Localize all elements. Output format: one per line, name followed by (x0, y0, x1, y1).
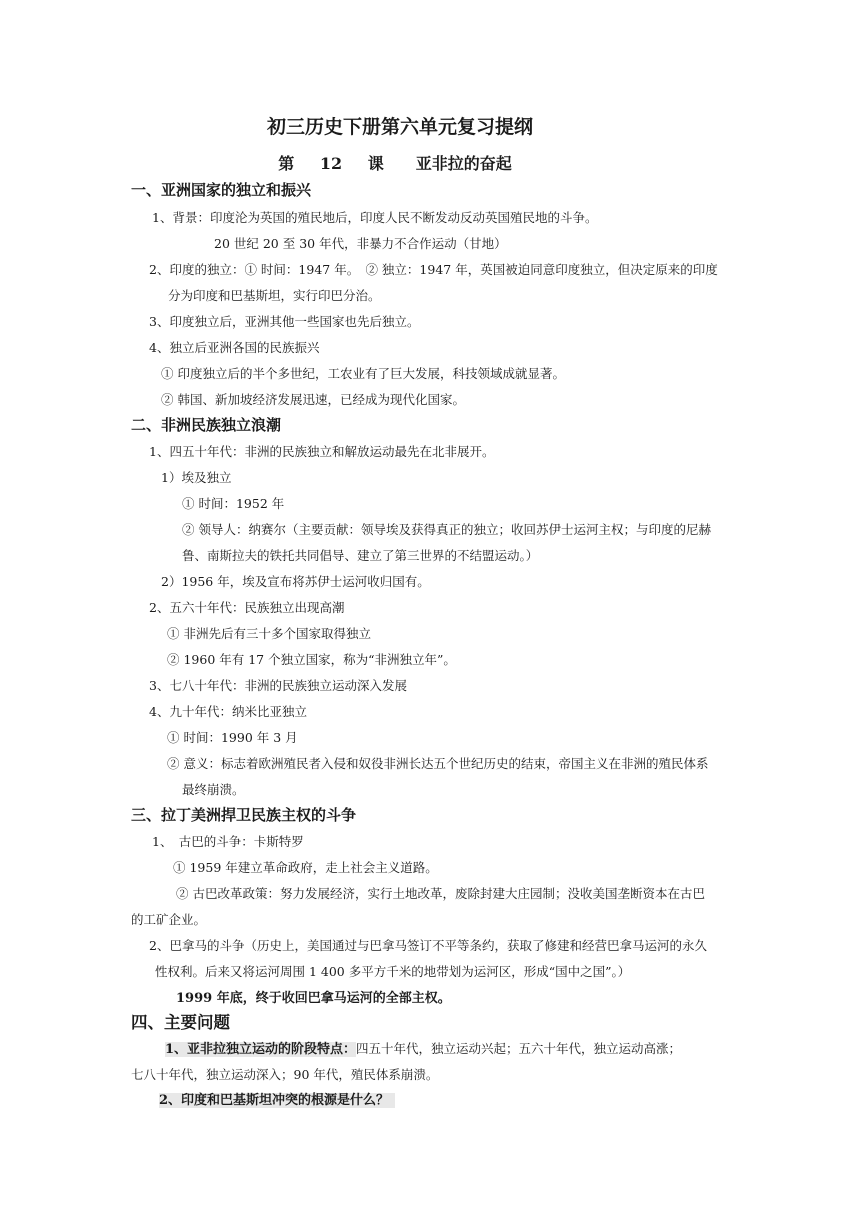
s2-point-4-2-cont: 最终崩溃。 (182, 782, 245, 797)
s2-point-1-2: 2）1956 年，埃及宣布将苏伊士运河收归国有。 (161, 574, 430, 589)
s1-india-independence-cont: 分为印度和巴基斯坦，实行印巴分治。 (168, 288, 381, 303)
s4-question-2-text: 2、印度和巴基斯坦冲突的根源是什么？ (159, 1093, 395, 1108)
s1-background: 1、背景：印度沦为英国的殖民地后，印度人民不断发动反动英国殖民地的斗争。 (152, 210, 598, 225)
section-4-heading: 四、主要问题 (131, 1013, 230, 1032)
s3-point-2-cont: 性权利。后来又将运河周围 1 400 多平方千米的地带划为运河区，形成“国中之国”。） (155, 964, 631, 979)
s1-point-4-1: ① 印度独立后的半个多世纪，工农业有了巨大发展，科技领域成就显著。 (161, 366, 565, 381)
s3-point-1-2: ② 古巴改革政策：努力发展经济，实行土地改革，废除封建大庄园制；没收美国垄断资本在古巴 (176, 886, 705, 901)
s2-point-4: 4、九十年代：纳米比亚独立 (149, 704, 307, 719)
s4-question-1 (165, 1043, 681, 1056)
s3-point-2-result: 1999 年底，终于收回巴拿马运河的全部主权。 (176, 991, 451, 1006)
section-2-heading: 二、非洲民族独立浪潮 (131, 416, 282, 434)
s4-question-1-cont: 七八十年代，独立运动深入；90 年代，殖民体系崩溃。 (131, 1067, 439, 1082)
s2-point-3: 3、七八十年代：非洲的民族独立运动深入发展 (149, 678, 407, 693)
s3-point-1-2-cont: 的工矿企业。 (131, 912, 207, 927)
s1-india-independence: 2、印度的独立：① 时间：1947 年。 ② 独立：1947 年，英国被迫同意印度独立，但决定原来的印度 (149, 262, 718, 277)
s2-point-2: 2、五六十年代：民族独立出现高潮 (149, 600, 345, 615)
s3-point-1-1: ① 1959 年建立革命政府，走上社会主义道路。 (173, 860, 438, 875)
lesson-title: 第 12 课 亚非拉的奋起 (278, 154, 512, 173)
s2-point-4-2: ② 意义：标志着欧洲殖民者入侵和奴役非洲长达五个世纪历史的结束，帝国主义在非洲的殖民体系 (167, 756, 709, 771)
s4-question-2 (159, 1094, 395, 1107)
s3-point-1: 1、 古巴的斗争：卡斯特罗 (152, 834, 304, 849)
s1-point-4: 4、独立后亚洲各国的民族振兴 (149, 340, 320, 355)
s1-background-cont: 20 世纪 20 至 30 年代，非暴力不合作运动（甘地） (214, 236, 507, 251)
s2-point-2-1: ① 非洲先后有三十多个国家取得独立 (167, 626, 371, 641)
s4-question-1-text: 四五十年代，独立运动兴起；五六十年代，独立运动高涨； (356, 1041, 682, 1056)
s4-question-1-label: 1、亚非拉独立运动的阶段特点： (165, 1042, 357, 1057)
s2-point-1-1b-cont: 鲁、南斯拉夫的铁托共同倡导、建立了第三世界的不结盟运动。） (182, 548, 539, 563)
s1-point-3: 3、印度独立后，亚洲其他一些国家也先后独立。 (149, 314, 420, 329)
s2-point-1-1: 1）埃及独立 (161, 470, 232, 485)
section-3-heading: 三、拉丁美洲捍卫民族主权的斗争 (131, 806, 357, 824)
s3-point-2: 2、巴拿马的斗争（历史上，美国通过与巴拿马签订不平等条约，获取了修建和经营巴拿马运河的永久 (149, 938, 707, 953)
s2-point-4-1: ① 时间：1990 年 3 月 (167, 730, 298, 745)
section-1-heading: 一、亚洲国家的独立和振兴 (131, 181, 312, 199)
s2-point-2-2: ② 1960 年有 17 个独立国家，称为“非洲独立年”。 (167, 652, 456, 667)
s1-point-4-2: ② 韩国、新加坡经济发展迅速，已经成为现代化国家。 (161, 392, 465, 407)
s2-point-1-1b: ② 领导人：纳赛尔（主要贡献：领导埃及获得真正的独立；收回苏伊士运河主权；与印度的尼赫 (182, 522, 711, 537)
s2-point-1-1a: ① 时间：1952 年 (182, 496, 285, 511)
document-title: 初三历史下册第六单元复习提纲 (266, 116, 533, 138)
s2-point-1: 1、四五十年代：非洲的民族独立和解放运动最先在北非展开。 (149, 444, 495, 459)
